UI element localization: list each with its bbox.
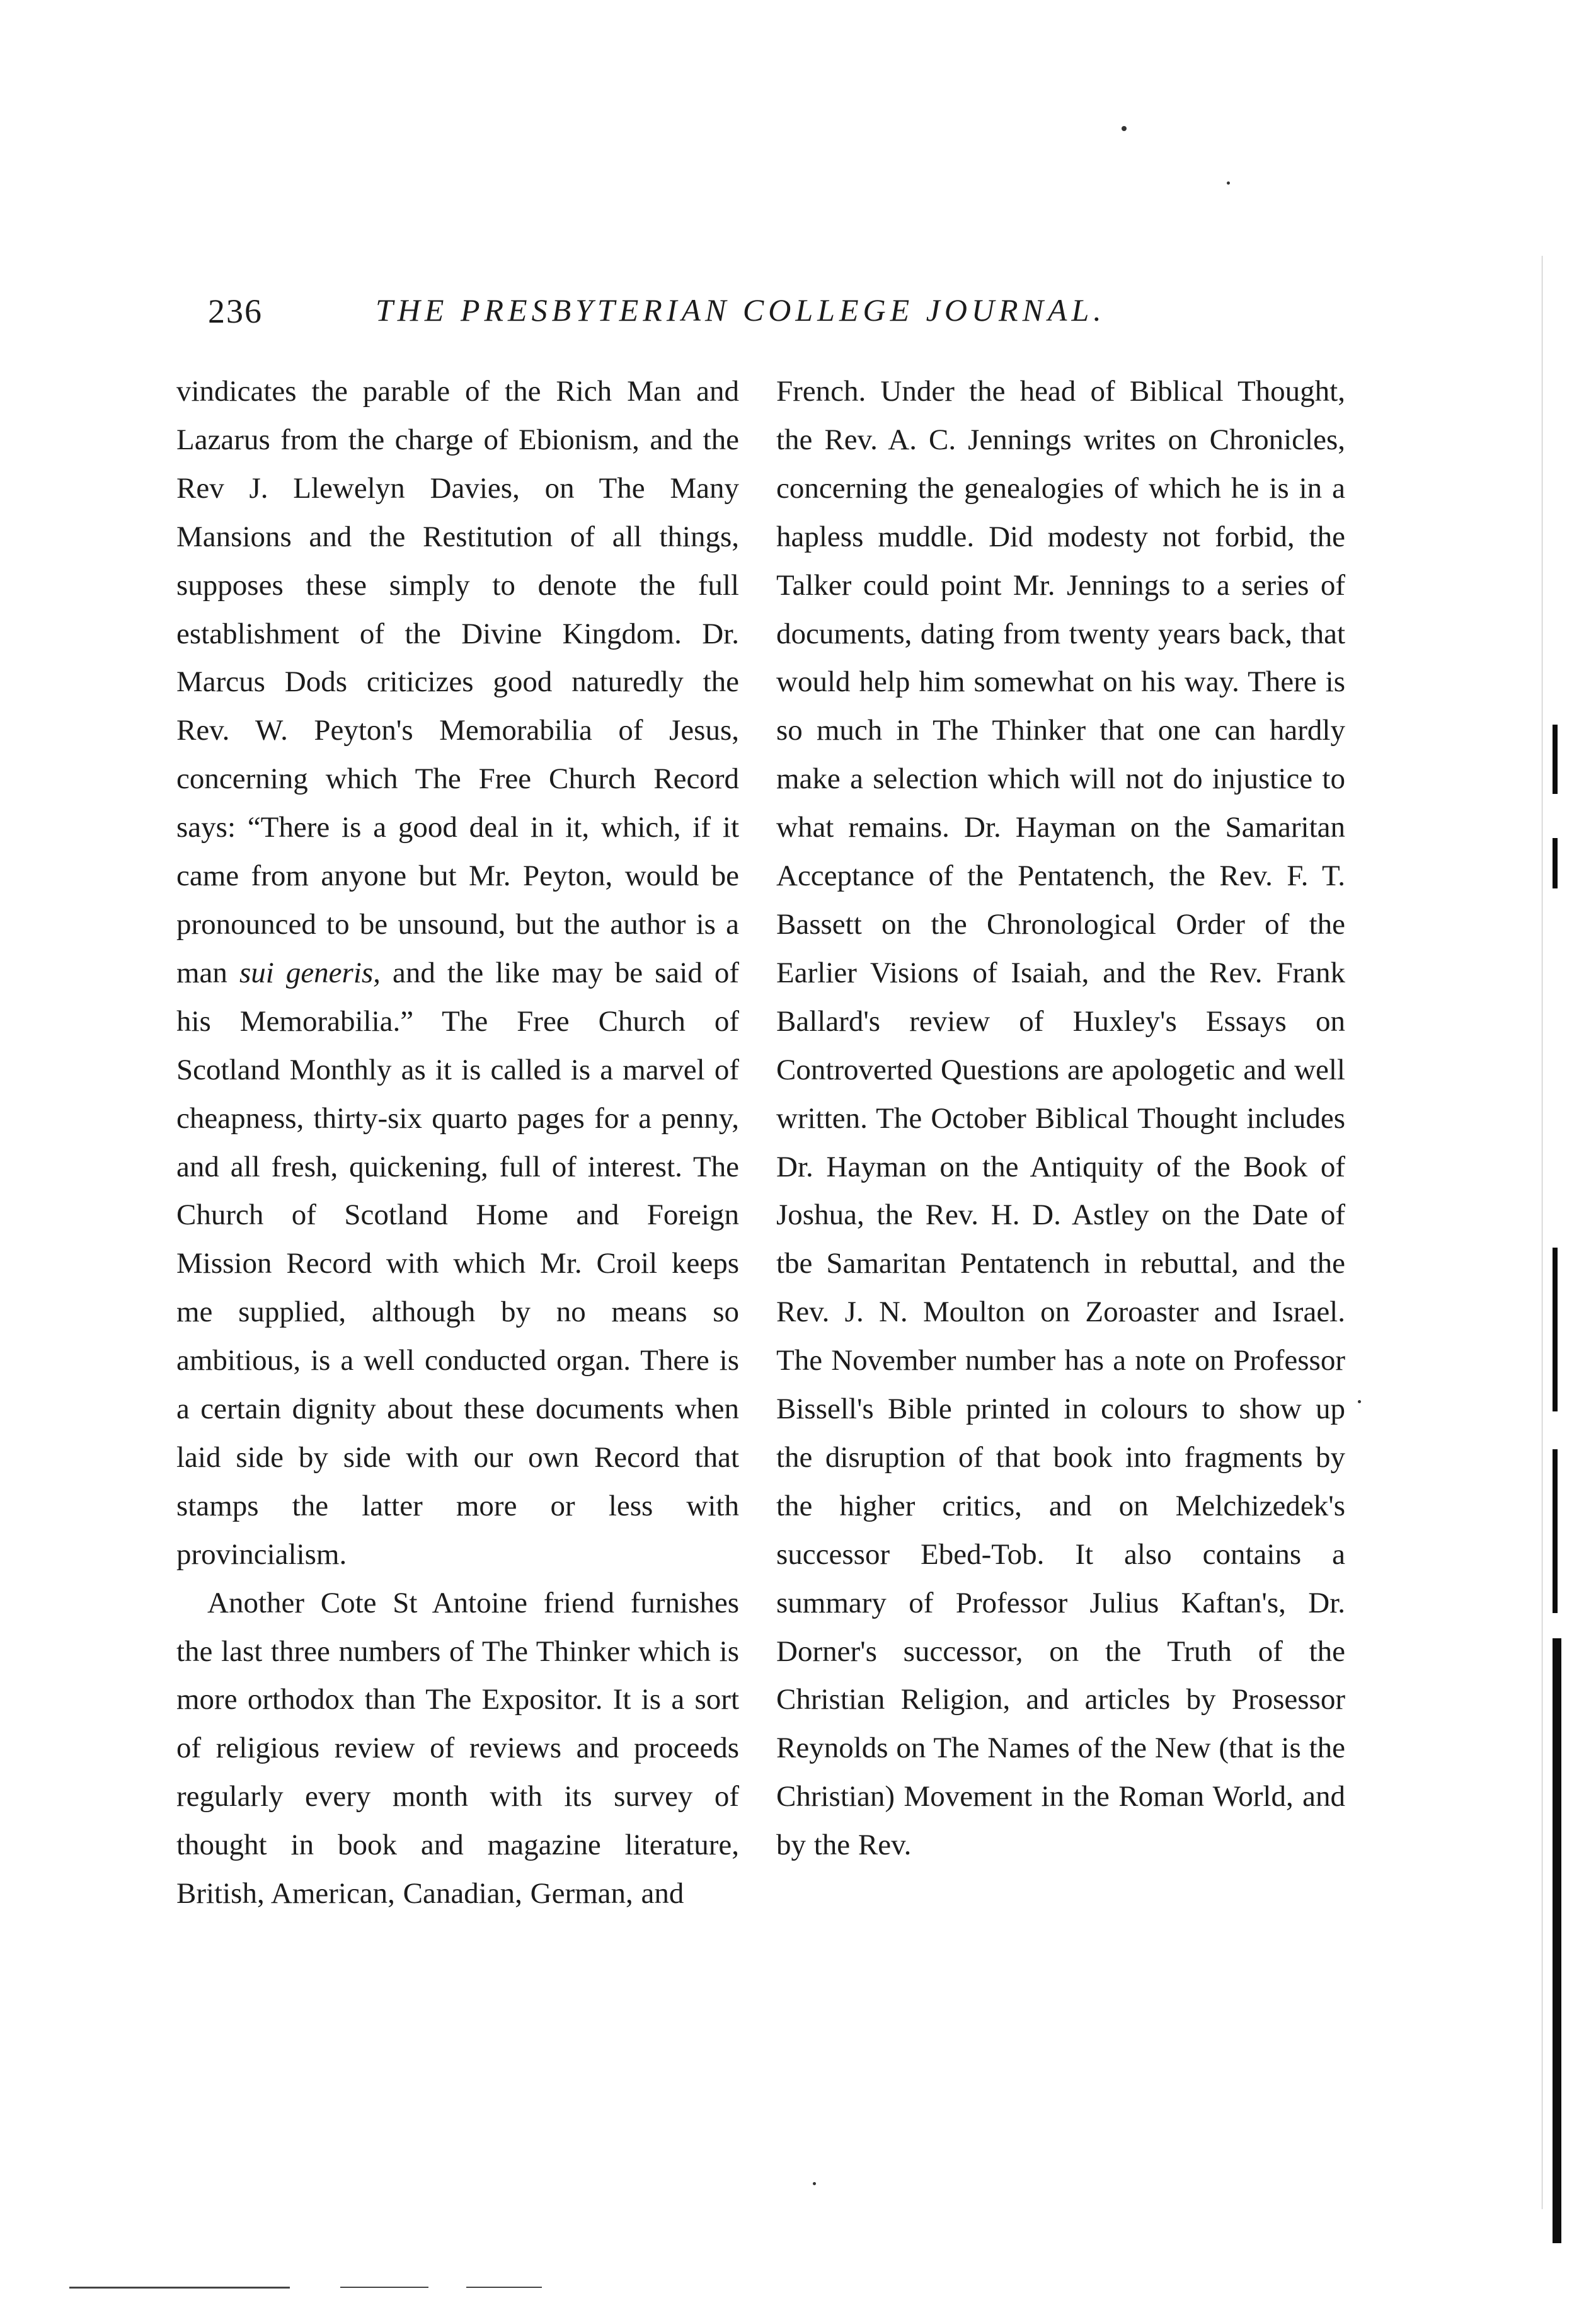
scan-edge-mark bbox=[1553, 1248, 1558, 1411]
right-column bbox=[776, 367, 1345, 1870]
scan-speck bbox=[1122, 126, 1127, 131]
bottom-scan-rule bbox=[340, 2287, 428, 2288]
paragraph-text: vindicates the parable of the Rich Man and Lazarus from the charge of Ebionism, and the Rev J. Llewelyn Davies, on The Many Mansions and the Restitution of all things, supposes these simply to denote the full establishment of the Divine Kingdom. Dr. Marcus Dods criticizes good naturedly the Rev. W. Peyton's Memorabilia of Jesus, concerning which The Free Church Record says: “There is a good deal in it, which, if it came from anyone but Mr. Peyton, would be pronounced to be unsound, but the author is a man bbox=[176, 375, 739, 989]
page-number: 236 bbox=[208, 292, 263, 330]
bottom-scan-rule bbox=[69, 2287, 290, 2289]
paragraph-text-continued: and the like may be said of his Memorabilia.” The Free Church of Scotland Monthly as it is called is a marvel of cheapness, thirty-six quarto pages for a penny, and all fresh, quickening, full of interest. The Church of Scotland Home and Foreign Mission Record with which Mr. Croil keeps me supplied, although by no means so ambitious, is a well conducted organ. There is a certain dignity about these documents when laid side by side with our own Record that stamps the latter more or less with provincialism. bbox=[176, 956, 739, 1571]
paragraph: French. Under the head of Biblical Thought, the Rev. A. C. Jennings writes on Chronicles, concerning the genealogies of which he is in a hapless muddle. Did modesty not forbid, the Talker could point Mr. Jennings to a series of documents, dating from twenty years back, that would help him somewhat on his way. There is so much in The Thinker that one can hardly make a selection which will not do injustice to what remains. Dr. Hayman on the Samaritan Acceptance of the Pentatench, the Rev. F. T. Bassett on the Chronological Order of the Earlier Visions of Isaiah, and the Rev. Frank Ballard's review of Huxley's Essays on Controverted Questions are apologetic and well written. The October Biblical Thought includes Dr. Hayman on the Antiquity of the Book of Joshua, the Rev. H. D. Astley on the Date of tbe Samaritan Pentatench in rebuttal, and the Rev. J. N. Moulton on Zoroaster and Israel. The November number has a note on Professor Bissell's Bible printed in colours to show up the disruption of that book into fragments by the higher critics, and on Melchizedek's successor Ebed-Tob. It also contains a summary of Professor Julius Kaftan's, Dr. Dorner's successor, on the Truth of the Christian Religion, and articles by Prosessor Reynolds on The Names of the New (that is the Christian) Movement in the Roman World, and by the Rev. bbox=[776, 375, 1345, 1862]
scan-edge-mark bbox=[1553, 1449, 1558, 1613]
paragraph: Another Cote St Antoine friend furnishes the last three numbers of The Thinker which is more orthodox than The Expositor. It is a sort of religious review of reviews and proceeds regularly every month with its survey of thought in book and magazine literature, British, American, Canadian, German, and bbox=[176, 1586, 739, 1910]
bottom-scan-rule bbox=[466, 2287, 542, 2288]
scan-speck bbox=[813, 2182, 816, 2185]
italic-phrase: sui generis, bbox=[239, 956, 381, 989]
scan-speck bbox=[1358, 1400, 1361, 1403]
scan-edge-mark bbox=[1553, 725, 1558, 794]
scan-edge-mark bbox=[1553, 838, 1558, 888]
running-head: THE PRESBYTERIAN COLLEGE JOURNAL. bbox=[376, 292, 1106, 328]
scan-speck bbox=[1227, 181, 1230, 185]
paragraph bbox=[176, 367, 739, 1579]
scan-edge-mark bbox=[1553, 1638, 1561, 2243]
left-column bbox=[176, 367, 739, 1918]
